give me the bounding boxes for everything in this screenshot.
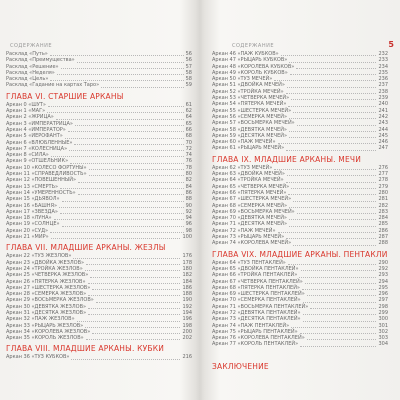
dot-leader	[85, 270, 181, 271]
toc-entry-page: 98	[185, 227, 192, 234]
toc-entry-page: 176	[182, 253, 192, 260]
toc-entry-page: 59	[185, 82, 192, 89]
toc-entry-page: 236	[378, 76, 388, 83]
toc-entry-title: Аркан 28 «СЕМЕРКА ЖЕЗЛОВ»	[6, 291, 87, 298]
dot-leader	[71, 359, 180, 360]
toc-entry-title: Аркан 9 «ОТШЕЛЬНИК»	[6, 158, 69, 165]
toc-entry-title: Аркан 52 «ТРОЙКА МЕЧЕЙ»	[212, 88, 284, 95]
toc-entry-title: Аркан 11 «СПРАВЕДЛИВОСТЬ»	[6, 171, 87, 178]
toc-entry-title: Аркан 68 «ПЯТЕРКА ПЕНТАКЛЕЙ»	[212, 284, 300, 291]
toc-entry-title: Аркан 30 «ДЕВЯТКА ЖЕЗЛОВ»	[6, 303, 87, 310]
dot-leader	[286, 150, 376, 151]
dot-leader	[77, 62, 184, 63]
dot-leader	[65, 138, 184, 139]
toc-entry-page: 65	[185, 120, 192, 127]
dot-leader	[289, 118, 376, 119]
dot-leader	[289, 131, 376, 132]
toc-entry-title: Аркан 3 «ИМПЕРАТРИЦА»	[6, 120, 73, 127]
toc-entry-title: Аркан 53 «ЧЕТВЕРКА МЕЧЕЙ»	[212, 95, 290, 102]
toc-entry-title: Аркан 60 «ПАЖ МЕЧЕЙ»	[212, 139, 276, 146]
toc-entry-title: Расклад «Гадание на картах Таро»	[6, 82, 100, 89]
toc-entry-title: Аркан 6 «ВЛЮБЛЕННЫЕ»	[6, 139, 73, 146]
dot-leader	[305, 283, 377, 284]
toc-entry-title: Аркан 73 «РЫЦАРЬ МЕЧЕЙ»	[212, 234, 285, 241]
toc-entry[interactable]	[6, 335, 192, 341]
toc-entry-page: 100	[182, 234, 192, 241]
toc-entry-page: 279	[378, 183, 388, 190]
toc-entry[interactable]	[6, 234, 192, 240]
dot-leader	[48, 106, 184, 107]
toc-entry[interactable]	[212, 341, 388, 347]
toc-entry-page: 240	[378, 101, 388, 108]
dot-leader	[301, 270, 377, 271]
toc-entry-title: Аркан 46 «ПАЖ КУБКОВ»	[212, 51, 279, 57]
toc-entry-title: Аркан 26 «ПЯТЕРКА ЖЕЗЛОВ»	[6, 278, 86, 285]
dot-leader	[303, 314, 377, 315]
toc-entry-title: Аркан 27 «ШЕСТЕРКА ЖЕЗЛОВ»	[6, 284, 91, 291]
toc-entry-page: 58	[185, 76, 192, 83]
dot-leader	[287, 175, 376, 176]
chapter-heading: ЗАКЛЮЧЕНИЕ	[212, 361, 269, 371]
toc-entry-page: 64	[185, 114, 192, 121]
dot-leader	[50, 80, 183, 81]
toc-entry-title: Аркан 0 «ШУТ»	[6, 101, 46, 108]
toc-entry-title: Аркан 12 «ПОВЕШЕННЫЙ»	[6, 177, 77, 184]
toc-entry-title: Аркан 19 «СОЛНЦЕ»	[6, 221, 60, 228]
dot-leader	[89, 169, 184, 170]
toc-entry-page: 178	[182, 259, 192, 266]
toc-entry-page: 196	[182, 316, 192, 323]
toc-entry-page: 66	[185, 126, 192, 133]
dot-leader	[77, 321, 181, 322]
toc-entry-title: Аркан 25 «ЧЕТВЕРКА ЖЕЗЛОВ»	[6, 272, 89, 279]
toc-entry-page: 233	[378, 57, 388, 64]
toc-entry-title: Аркан 75 «РЫЦАРЬ ПЕНТАКЛЕЙ»	[212, 328, 298, 335]
toc-entry-page: 301	[378, 322, 388, 329]
dot-leader	[296, 68, 376, 69]
toc-entry-title: Аркан 69 «ШЕСТЕРКА ПЕНТАКЛЕЙ»	[212, 291, 305, 298]
dot-leader	[62, 226, 184, 227]
dot-leader	[303, 321, 377, 322]
dot-leader	[278, 232, 377, 233]
dot-leader	[307, 295, 377, 296]
dot-leader	[50, 55, 184, 56]
dot-leader	[90, 277, 180, 278]
toc-entry-page: 278	[378, 177, 388, 184]
dot-leader	[47, 112, 183, 113]
right-page-toc	[212, 40, 388, 392]
toc-entry-page: 276	[378, 164, 388, 171]
toc-entry-page: 302	[378, 328, 388, 335]
toc-entry-title: Аркан 57 «ВОСЬМЕРКА МЕЧЕЙ»	[212, 120, 295, 127]
toc-entry[interactable]	[212, 240, 388, 246]
dot-leader	[101, 87, 183, 88]
dot-leader	[291, 188, 376, 189]
toc-entry-title: Аркан 71 «ВОСЬМЕРКА ПЕНТАКЛЕЙ»	[212, 303, 309, 310]
dot-leader	[85, 327, 180, 328]
dot-leader	[75, 125, 184, 126]
toc-entry-page: 241	[378, 107, 388, 114]
dot-leader	[302, 289, 376, 290]
toc-entry-page: 84	[185, 183, 192, 190]
dot-leader	[73, 258, 180, 259]
toc-entry-title: Аркан 72 «ПАЖ МЕЧЕЙ»	[212, 227, 276, 234]
toc-entry-page: 242	[378, 113, 388, 120]
toc-entry-page: 188	[182, 291, 192, 298]
toc-entry-page: 92	[185, 208, 192, 215]
dot-leader	[300, 333, 377, 334]
chapter-heading: ГЛАВА IX. МЛАДШИЕ АРКАНЫ. МЕЧИ	[212, 154, 362, 164]
toc-entry-title: Аркан 13 «СМЕРТЬ»	[6, 183, 59, 190]
toc-entry-title: Аркан 67 «ЧЕТВЕРКА ПЕНТАКЛЕЙ»	[212, 278, 303, 285]
dot-leader	[274, 80, 376, 81]
toc-entry-title: Аркан 2 «ЖРИЦА»	[6, 114, 54, 121]
page-number: 5	[388, 40, 394, 49]
toc-entry-page: 90	[185, 202, 192, 209]
toc-entry-page: 72	[185, 145, 192, 152]
toc-entry-title: Аркан 56 «СЕМЕРКА МЕЧЕЙ»	[212, 113, 288, 120]
toc-entry-page: 243	[378, 120, 388, 127]
toc-entry-title: Аркан 72 «ДЕВЯТКА ПЕНТАКЛЕЙ»	[212, 309, 301, 316]
dot-leader	[56, 119, 184, 120]
dot-leader	[88, 308, 180, 309]
toc-entry-title: Расклад «Путь»	[6, 51, 48, 57]
toc-entry-title: Аркан 67 «ШЕСТЕРКА МЕЧЕЙ»	[212, 196, 292, 203]
dot-leader	[297, 213, 377, 214]
dot-leader	[86, 264, 180, 265]
toc-entry-title: Аркан 18 «ЛУНА»	[6, 215, 52, 222]
dot-leader	[59, 207, 184, 208]
toc-entry-title: Аркан 70 «ДЕВЯТКА МЕЧЕЙ»	[212, 215, 287, 222]
toc-entry-page: 282	[378, 202, 388, 209]
dot-leader	[293, 245, 376, 246]
toc-entry[interactable]	[6, 82, 192, 88]
toc-entry-title: Аркан 61 «РЫЦАРЬ МЕЧЕЙ»	[212, 145, 285, 152]
toc-entry-title: Расклад «Решение»	[6, 63, 59, 70]
chapter-heading: ГЛАВА VIII. МЛАДШИЕ АРКАНЫ. КУБКИ	[6, 344, 165, 354]
right-running-header: СОДЕРЖАНИЕ	[232, 43, 274, 49]
dot-leader	[62, 201, 184, 202]
toc-entry-title: Аркан 36 «ТУЗ КУБКОВ»	[6, 354, 70, 361]
toc-entry-title: Аркан 65 «ДВОЙКА ПЕНТАКЛЕЙ»	[212, 265, 299, 272]
dot-leader	[289, 137, 376, 138]
toc-entry-page: 200	[182, 328, 192, 335]
toc-entry-title: Аркан 24 «ТРОЙКА ЖЕЗЛОВ»	[6, 265, 83, 272]
toc-entry-title: Аркан 21 «МИР»	[6, 234, 49, 241]
toc-entry-title: Аркан 16 «БАШНЯ»	[6, 202, 58, 209]
toc-entry-title: Расклад «Цель»	[6, 76, 49, 83]
toc-entry-page: 198	[182, 322, 192, 329]
toc-entry-page: 239	[378, 95, 388, 102]
toc-entry-page: 190	[182, 297, 192, 304]
toc-entry-page: 94	[185, 215, 192, 222]
toc-entry-page: 202	[182, 335, 192, 342]
toc-entry-title: Аркан 32 «ПАЖ ЖЕЗЛОВ»	[6, 316, 75, 323]
dot-leader	[51, 238, 181, 239]
toc-entry-title: Аркан 23 «ДВОЙКА ЖЕЗЛОВ»	[6, 259, 85, 266]
toc-entry-title: Аркан 54 «ПЯТЕРКА МЕЧЕЙ»	[212, 101, 287, 108]
dot-leader	[60, 188, 184, 189]
toc-entry-title: Аркан 8 «СИЛА»	[6, 152, 49, 159]
dot-leader	[86, 339, 181, 340]
dot-leader	[61, 68, 184, 69]
toc-entry-title: Аркан 47 «РЫЦАРЬ КУБКОВ»	[212, 57, 288, 64]
dot-leader	[96, 302, 181, 303]
toc-entry[interactable]	[6, 354, 192, 360]
dot-leader	[307, 339, 377, 340]
toc-entry-title: Аркан 17 «ЗВЕЗДА»	[6, 208, 58, 215]
dot-leader	[289, 219, 376, 220]
toc-entry-page: 238	[378, 88, 388, 95]
dot-leader	[74, 144, 183, 145]
toc-entry-page: 245	[378, 132, 388, 139]
dot-leader	[291, 327, 376, 328]
dot-leader	[92, 289, 180, 290]
toc-entry-page: 86	[185, 189, 192, 196]
toc-entry-title: Аркан 59 «ДЕСЯТКА МЕЧЕЙ»	[212, 132, 288, 139]
toc-entry-title: Аркан 74 «КОРОЛЕВА МЕЧЕЙ»	[212, 240, 292, 247]
dot-leader	[289, 226, 376, 227]
toc-entry-page: 88	[185, 196, 192, 203]
toc-entry-title: Аркан 62 «ТУЗ МЕЧЕЙ»	[212, 164, 273, 171]
dot-leader	[92, 333, 180, 334]
dot-leader	[288, 106, 376, 107]
toc-entry-title: Аркан 50 «ТУЗ МЕЧЕЙ»	[212, 76, 273, 83]
toc-entry-title: Аркан 49 «КОРОЛЬ КУБКОВ»	[212, 69, 288, 76]
toc-entry-title: Аркан 29 «ВОСЬМЕРКА ЖЕЗЛОВ»	[6, 297, 94, 304]
toc-entry-title: Аркан 35 «КОРОЛЬ ЖЕЗЛОВ»	[6, 335, 84, 342]
toc-entry[interactable]	[212, 145, 388, 151]
chapter-heading: ГЛАВА VI. СТАРШИЕ АРКАНЫ	[6, 91, 124, 101]
toc-entry-title: Аркан 1 «МАГ»	[6, 108, 46, 115]
chapter-heading: ГЛАВА VIX. МЛАДШИЕ АРКАНЫ. ПЕНТАКЛИ	[212, 249, 388, 259]
toc-entry-page: 244	[378, 126, 388, 133]
toc-entry-page: 299	[378, 309, 388, 316]
toc-entry-title: Аркан 10 «КОЛЕСО ФОРТУНЫ»	[6, 164, 87, 171]
toc-entry-page: 286	[378, 227, 388, 234]
toc-entry-title: Аркан 66 «ТРОЙКА ПЕНТАКЛЕЙ»	[212, 272, 298, 279]
toc-entry-page: 74	[185, 152, 192, 159]
toc-entry-page: 294	[378, 278, 388, 285]
dot-leader	[293, 201, 376, 202]
toc-entry-page: 237	[378, 82, 388, 89]
toc-entry-title: Аркан 64 «ТУЗ ПЕНТАКЛЕЙ»	[212, 259, 286, 266]
toc-entry-title: Аркан 70 «СЕМЕРКА ПЕНТАКЛЕЙ»	[212, 297, 301, 304]
toc-entry-title: Аркан 68 «СЕМЕРКА МЕЧЕЙ»	[212, 202, 288, 209]
dot-leader	[293, 112, 376, 113]
dot-leader	[297, 125, 377, 126]
toc-entry-title: Аркан 74 «ПАЖ ПЕНТАКЛЕЙ»	[212, 322, 290, 329]
dot-leader	[290, 74, 377, 75]
dot-leader	[289, 62, 376, 63]
toc-entry-page: 232	[378, 51, 388, 57]
toc-entry-page: 290	[378, 259, 388, 266]
dot-leader	[300, 346, 376, 347]
dot-leader	[286, 93, 377, 94]
toc-entry-page: 216	[182, 354, 192, 361]
toc-entry-title: Аркан 48 «КОРОЛЕВА КУБКОВ»	[212, 63, 295, 70]
dot-leader	[303, 302, 377, 303]
toc-entry-page: 287	[378, 234, 388, 241]
toc-entry-title: Аркан 34 «КОРОЛЕВА ЖЕЗЛОВ»	[6, 328, 91, 335]
dot-leader	[287, 87, 376, 88]
dot-leader	[281, 55, 377, 56]
toc-entry-page: 288	[378, 240, 388, 247]
chapter-heading: ГЛАВА VII. МЛАДШИЕ АРКАНЫ. ЖЕЗЛЫ	[6, 243, 166, 253]
toc-entry-page: 70	[185, 139, 192, 146]
dot-leader	[274, 169, 376, 170]
toc-entry-page: 82	[185, 177, 192, 184]
left-page-toc	[6, 40, 192, 392]
toc-entry-page: 192	[182, 303, 192, 310]
toc-entry-title: Расклад «Неделя»	[6, 69, 55, 76]
dot-leader	[286, 238, 376, 239]
toc-entry-title: Аркан 66 «ПЯТЕРКА МЕЧЕЙ»	[212, 189, 287, 196]
toc-entry-page: 283	[378, 208, 388, 215]
toc-entry-title: Аркан 15 «ДЬЯВОЛ»	[6, 196, 60, 203]
toc-entry-title: Расклад «Преимущества»	[6, 57, 75, 64]
toc-entry-title: Аркан 7 «КОЛЕСНИЦА»	[6, 145, 68, 152]
toc-entry-page: 235	[378, 69, 388, 76]
toc-entry-page: 57	[185, 63, 192, 70]
toc-entry-page: 247	[378, 145, 388, 152]
dot-leader	[88, 295, 180, 296]
dot-leader	[60, 213, 184, 214]
toc-entry-page: 285	[378, 221, 388, 228]
toc-entry-title: Аркан 14 «УМЕРЕННОСТЬ»	[6, 189, 76, 196]
toc-entry-page: 76	[185, 158, 192, 165]
toc-entry-page: 180	[182, 265, 192, 272]
toc-entry-title: Аркан 69 «ВОСЬМЕРКА МЕЧЕЙ»	[212, 208, 295, 215]
toc-entry-title: Аркан 71 «ДЕСЯТКА МЕЧЕЙ»	[212, 221, 288, 228]
toc-entry-page: 182	[182, 272, 192, 279]
toc-entry-page: 184	[182, 278, 192, 285]
dot-leader	[68, 131, 184, 132]
toc-entry-page: 292	[378, 265, 388, 272]
dot-leader	[57, 74, 184, 75]
toc-entry-page: 304	[378, 341, 388, 348]
dot-leader	[89, 175, 184, 176]
dot-leader	[51, 156, 184, 157]
dot-leader	[288, 264, 377, 265]
toc-entry-page: 277	[378, 171, 388, 178]
toc-entry-page: 186	[182, 284, 192, 291]
toc-entry-page: 58	[185, 69, 192, 76]
left-running-header: СОДЕРЖАНИЕ	[10, 43, 52, 49]
toc-entry-page: 293	[378, 272, 388, 279]
toc-entry-page: 68	[185, 133, 192, 140]
toc-entry-page: 234	[378, 63, 388, 70]
dot-leader	[286, 182, 377, 183]
dot-leader	[299, 277, 376, 278]
toc-entry-page: 56	[185, 57, 192, 64]
toc-entry-title: Аркан 31 «ДЕСЯТКА ЖЕЗЛОВ»	[6, 309, 87, 316]
toc-entry-page: 246	[378, 139, 388, 146]
toc-entry-page: 300	[378, 316, 388, 323]
toc-entry-title: Аркан 73 «ДЕСЯТКА ПЕНТАКЛЕЙ»	[212, 316, 301, 323]
dot-leader	[78, 194, 184, 195]
toc-entry-title: Аркан 4 «ИМПЕРАТОР»	[6, 126, 66, 133]
toc-entry-title: Аркан 51 «ДВОЙКА МЕЧЕЙ»	[212, 82, 285, 89]
toc-entry-page: 296	[378, 291, 388, 298]
toc-entry-page: 56	[185, 51, 192, 57]
toc-entry-page: 297	[378, 297, 388, 304]
dot-leader	[54, 219, 184, 220]
toc-entry-page: 295	[378, 284, 388, 291]
toc-entry-title: Аркан 20 «СУД»	[6, 227, 49, 234]
dot-leader	[88, 314, 180, 315]
dot-leader	[70, 163, 183, 164]
toc-entry-title: Аркан 77 «КОРОЛЬ ПЕНТАКЛЕЙ»	[212, 341, 299, 348]
toc-entry-page: 194	[182, 309, 192, 316]
toc-entry-page: 78	[185, 164, 192, 171]
toc-entry-page: 281	[378, 196, 388, 203]
toc-entry-title: Аркан 64 «ТРОЙКА МЕЧЕЙ»	[212, 177, 284, 184]
toc-entry-page: 62	[185, 108, 192, 115]
toc-entry-page: 80	[185, 171, 192, 178]
toc-entry-title: Аркан 55 «ШЕСТЕРКА МЕЧЕЙ»	[212, 107, 292, 114]
dot-leader	[88, 283, 181, 284]
toc-entry-page: 303	[378, 335, 388, 342]
toc-entry-page: 280	[378, 189, 388, 196]
toc-entry-title: Аркан 5 «ИЕРОФАНТ»	[6, 133, 63, 140]
toc-entry-title: Аркан 58 «ДЕВЯТКА МЕЧЕЙ»	[212, 126, 287, 133]
dot-leader	[50, 232, 184, 233]
dot-leader	[69, 150, 184, 151]
toc-entry-title: Аркан 76 «КОРОЛЕВА ПЕНТАКЛЕЙ»	[212, 335, 305, 342]
dot-leader	[78, 182, 184, 183]
toc-entry-page: 61	[185, 101, 192, 108]
toc-entry-page: 284	[378, 215, 388, 222]
dot-leader	[289, 207, 376, 208]
toc-entry-page: 96	[185, 221, 192, 228]
toc-entry-title: Аркан 33 «РЫЦАРЬ ЖЕЗЛОВ»	[6, 322, 84, 329]
toc-entry-title: Аркан 65 «ЧЕТВЕРКА МЕЧЕЙ»	[212, 183, 290, 190]
dot-leader	[288, 194, 376, 195]
toc-entry-title: Аркан 63 «ДВОЙКА МЕЧЕЙ»	[212, 171, 285, 178]
dot-leader	[278, 143, 377, 144]
dot-leader	[291, 99, 376, 100]
dot-leader	[310, 308, 376, 309]
toc-entry-title: Аркан 22 «ТУЗ ЖЕЗЛОВ»	[6, 253, 72, 260]
toc-entry-page: 298	[378, 303, 388, 310]
